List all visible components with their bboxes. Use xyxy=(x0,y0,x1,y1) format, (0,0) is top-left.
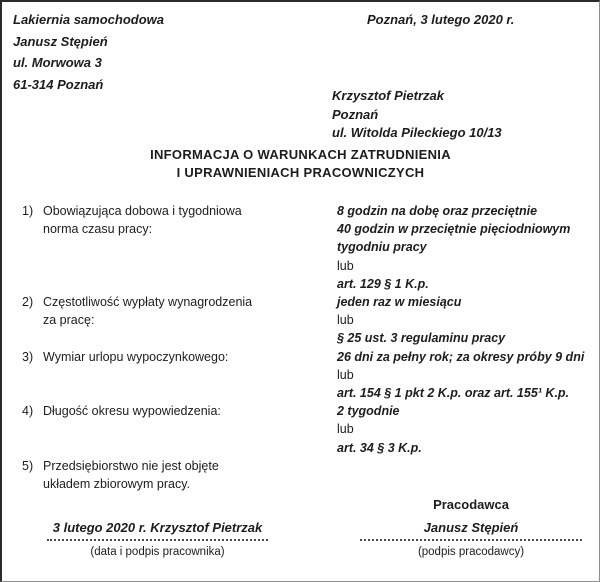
sender-name: Janusz Stępień xyxy=(13,33,108,49)
item-or-label: lub xyxy=(337,258,354,273)
item-number: 1) xyxy=(22,204,34,218)
item-label-line: Częstotliwość wypłaty wynagrodzenia xyxy=(43,295,253,310)
list-item-4 xyxy=(22,402,590,457)
list-item-1 xyxy=(22,202,590,293)
addressee-name: Krzysztof Pietrzak xyxy=(332,88,444,103)
conditions-list xyxy=(22,202,590,493)
addressee-street: ul. Witolda Pileckiego 10/13 xyxy=(332,125,502,140)
item-label xyxy=(43,457,337,493)
item-label xyxy=(43,348,337,366)
sender-company: Lakiernia samochodowa xyxy=(13,12,164,27)
item-value xyxy=(337,348,590,403)
item-label xyxy=(43,402,337,420)
item-label-line: norma czasu pracy: xyxy=(43,222,153,237)
list-item-3 xyxy=(22,348,590,403)
item-legal-basis: art. 154 § 1 pkt 2 K.p. oraz art. 155¹ K.p. xyxy=(337,386,570,401)
item-or-label: lub xyxy=(337,422,354,437)
employer-signature-text: Janusz Stępień xyxy=(423,520,519,535)
employer-signature-caption: (podpis pracodawcy) xyxy=(417,546,525,558)
employee-signature-area xyxy=(47,520,268,559)
item-label-line: Obowiązująca dobowa i tygodniowa xyxy=(43,204,242,218)
employer-heading: Pracodawca xyxy=(433,497,509,512)
item-value-line: tygodniu pracy xyxy=(337,240,427,255)
addressee-block xyxy=(332,87,502,143)
employee-signature xyxy=(47,520,268,541)
item-label xyxy=(43,293,337,329)
list-item-2 xyxy=(22,293,590,348)
item-label xyxy=(43,202,337,238)
item-value-line: 8 godzin na dobę oraz przeciętnie xyxy=(337,204,538,218)
item-legal-basis: art. 129 § 1 K.p. xyxy=(337,276,429,291)
sender-city: 61-314 Poznań xyxy=(13,76,104,92)
item-label-line: układem zbiorowym pracy. xyxy=(43,477,191,492)
item-label-line: Długość okresu wypowiedzenia: xyxy=(43,404,221,419)
item-value-line: 40 godzin w przeciętnie pięciodniowym xyxy=(337,222,571,237)
document-title-line-1: INFORMACJA O WARUNKACH ZATRUDNIENIA xyxy=(150,147,451,162)
sender-block xyxy=(13,9,164,95)
employer-signature-area xyxy=(360,497,582,559)
item-value xyxy=(337,293,590,348)
item-number: 3) xyxy=(22,349,34,364)
item-number: 4) xyxy=(22,404,34,419)
item-value xyxy=(337,402,590,457)
item-or-label: lub xyxy=(337,313,354,328)
document-title xyxy=(2,146,599,181)
item-legal-basis: § 25 ust. 3 regulaminu pracy xyxy=(337,331,506,346)
item-value-line: jeden raz w miesiącu xyxy=(337,295,462,310)
item-number: 5) xyxy=(22,458,34,473)
item-value-line: 26 dni za pełny rok; za okresy próby 9 dni xyxy=(337,349,585,364)
addressee-city: Poznań xyxy=(332,106,379,122)
item-value-line: 2 tygodnie xyxy=(337,404,400,419)
sender-street: ul. Morwowa 3 xyxy=(13,55,102,70)
employee-signature-text: 3 lutego 2020 r. Krzysztof Pietrzak xyxy=(52,520,263,535)
item-number: 2) xyxy=(22,295,34,310)
item-value xyxy=(337,202,590,293)
list-item-5 xyxy=(22,457,590,493)
item-legal-basis: art. 34 § 3 K.p. xyxy=(337,440,422,455)
item-label-line: Przedsiębiorstwo nie jest objęte xyxy=(43,458,219,473)
place-date-line: Poznań, 3 lutego 2020 r. xyxy=(367,12,515,27)
document-title-line-2: I UPRAWNIENIACH PRACOWNICZYCH xyxy=(176,164,425,180)
item-label-line: za pracę: xyxy=(43,313,95,328)
item-or-label: lub xyxy=(337,367,354,382)
employer-signature xyxy=(360,520,582,541)
item-label-line: Wymiar urlopu wypoczynkowego: xyxy=(43,349,229,364)
employee-signature-caption: (data i podpis pracownika) xyxy=(90,546,225,558)
